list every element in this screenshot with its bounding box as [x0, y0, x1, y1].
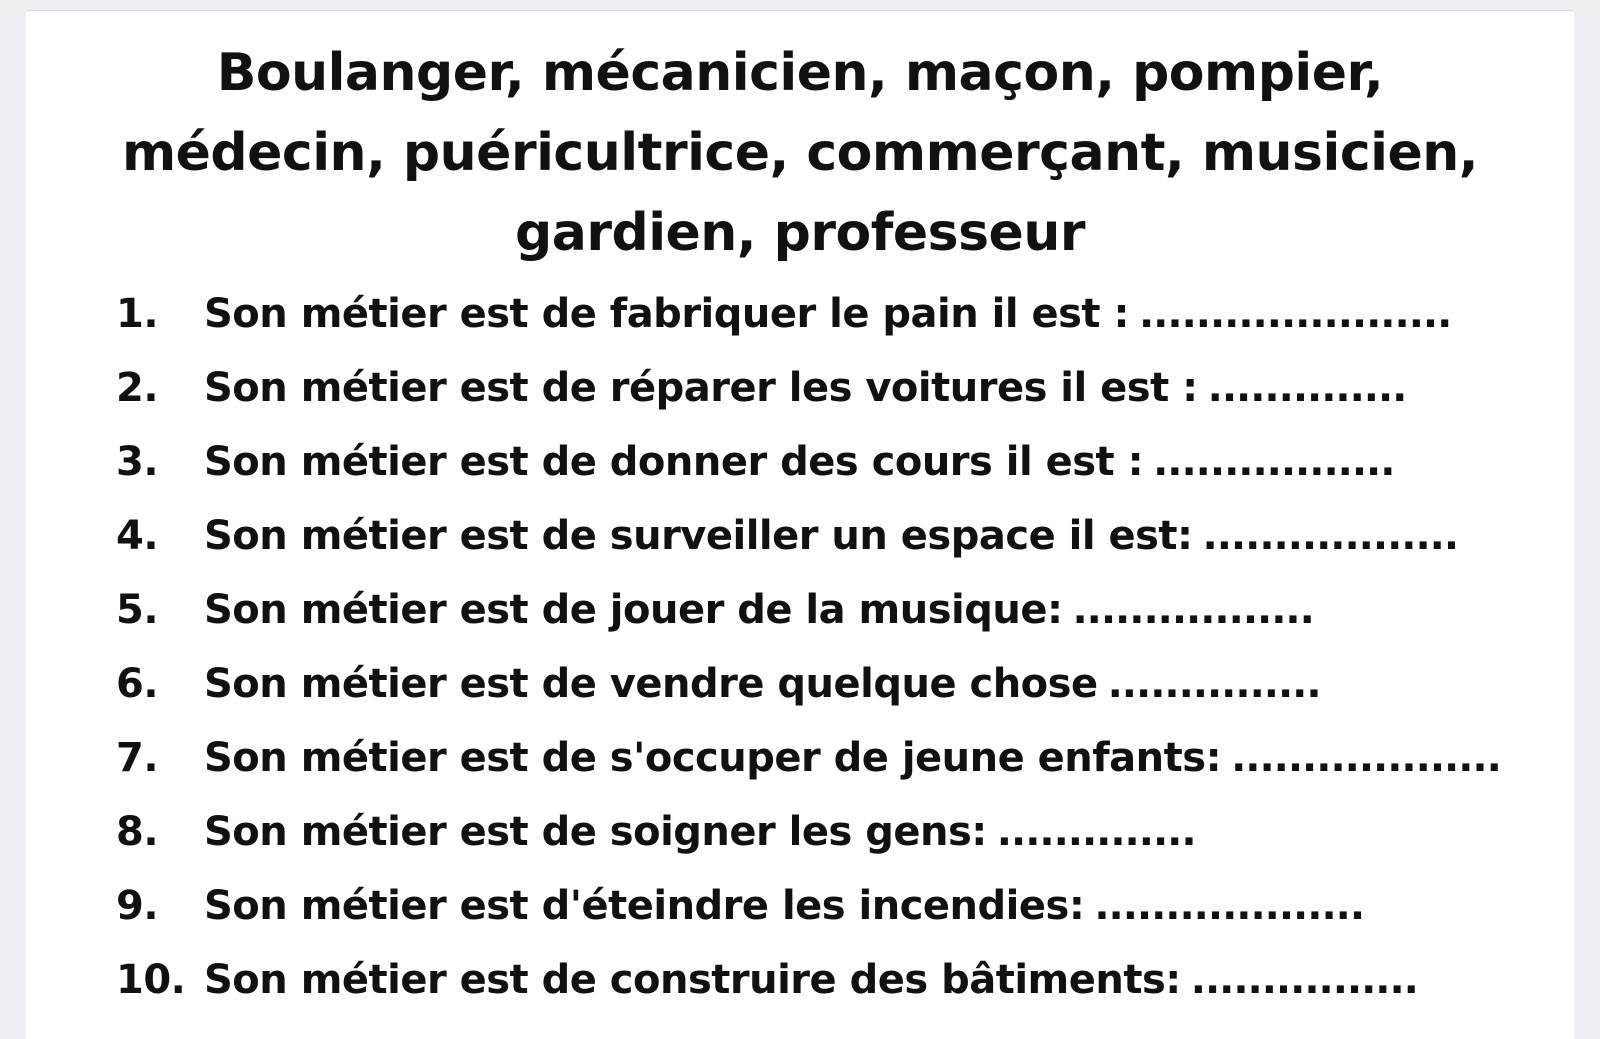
page-title — [26, 33, 1574, 273]
answer-blank: ................... — [1231, 735, 1501, 781]
question-number: 9. — [116, 883, 159, 929]
title-line: Boulanger, mécanicien, maçon, pompier, — [216, 43, 1384, 103]
answer-blank: ................... — [1094, 883, 1365, 929]
question-item — [116, 277, 1501, 351]
question-list — [116, 277, 1501, 1017]
answer-blank: .............. — [1207, 365, 1407, 411]
answer-blank: ...................... — [1138, 291, 1452, 337]
question-number: 5. — [116, 587, 159, 633]
answer-blank: .............. — [996, 809, 1196, 855]
title-line: gardien, professeur — [515, 203, 1085, 263]
question-number: 8. — [116, 809, 159, 855]
answer-blank: ................. — [1153, 439, 1395, 485]
question-text: Son métier est de réparer les voitures il est : — [204, 365, 1198, 411]
question-item — [116, 351, 1501, 425]
answer-blank: .................. — [1202, 513, 1459, 559]
question-number: 2. — [116, 365, 159, 411]
question-item — [116, 721, 1501, 795]
question-text: Son métier est de construire des bâtiments: — [204, 957, 1181, 1003]
question-text: Son métier est d'éteindre les incendies: — [204, 883, 1085, 929]
question-item — [116, 573, 1501, 647]
question-item — [116, 943, 1501, 1017]
question-number: 6. — [116, 661, 159, 707]
question-item — [116, 425, 1501, 499]
title-line: médecin, puéricultrice, commerçant, musicien, — [121, 123, 1479, 183]
question-text: Son métier est de donner des cours il est : — [204, 439, 1144, 485]
question-item — [116, 647, 1501, 721]
question-text: Son métier est de surveiller un espace il est: — [204, 513, 1193, 559]
answer-blank: ................. — [1072, 587, 1314, 633]
answer-blank: ................ — [1190, 957, 1418, 1003]
question-number: 7. — [116, 735, 159, 781]
question-text: Son métier est de jouer de la musique: — [204, 587, 1063, 633]
question-item — [116, 869, 1501, 943]
answer-blank: ............... — [1107, 661, 1321, 707]
question-item — [116, 499, 1501, 573]
question-number: 10. — [116, 957, 186, 1003]
question-text: Son métier est de soigner les gens: — [204, 809, 987, 855]
question-item — [116, 795, 1501, 869]
question-number: 4. — [116, 513, 159, 559]
question-number: 3. — [116, 439, 159, 485]
question-text: Son métier est de fabriquer le pain il est : — [204, 291, 1129, 337]
question-text: Son métier est de s'occuper de jeune enfants: — [204, 735, 1222, 781]
worksheet-page — [26, 10, 1574, 1039]
question-number: 1. — [116, 291, 159, 337]
question-text: Son métier est de vendre quelque chose — [204, 661, 1098, 707]
